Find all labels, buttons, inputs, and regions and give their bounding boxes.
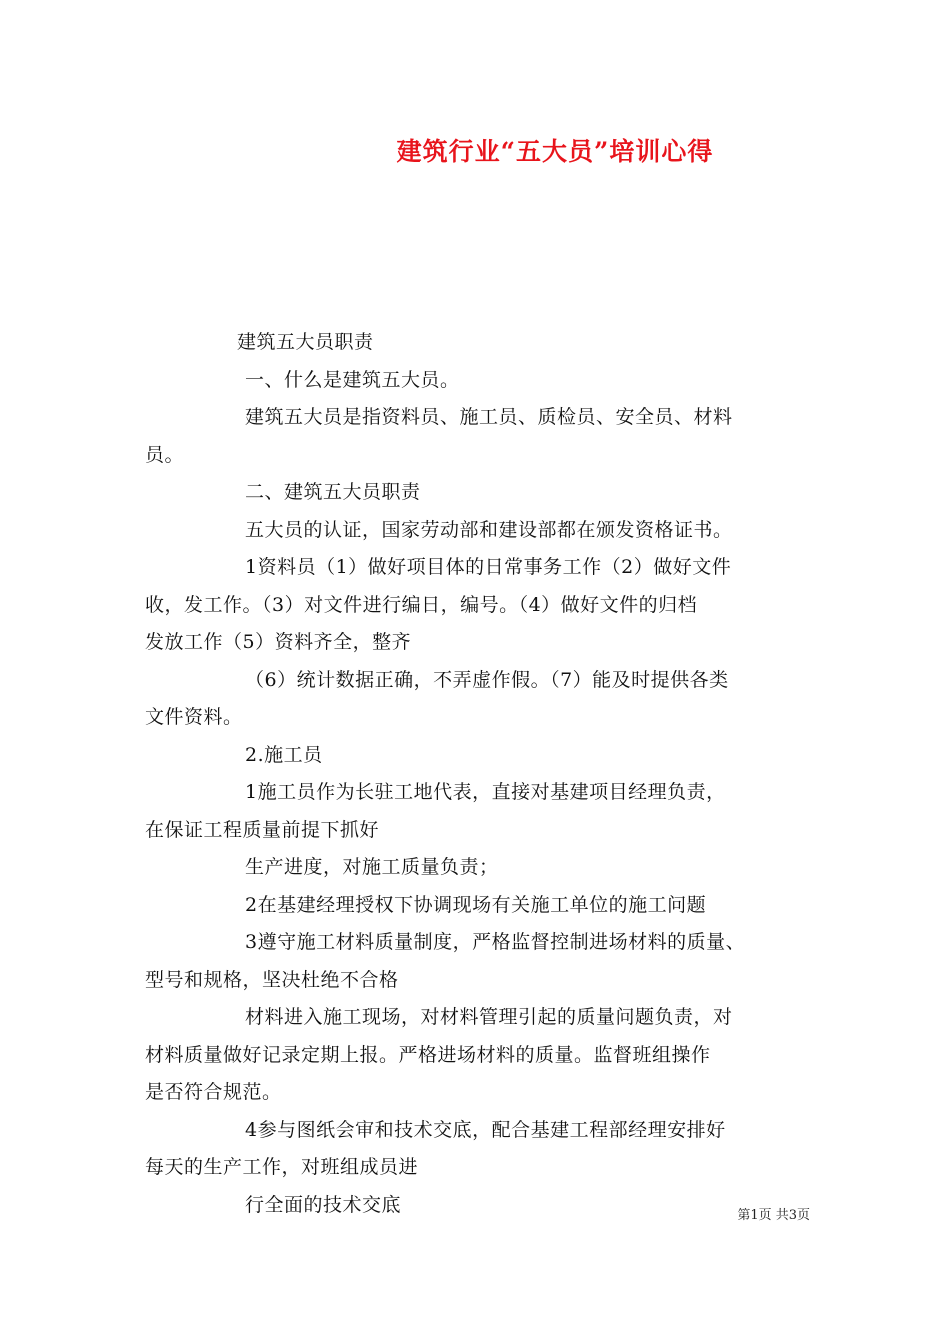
paragraph-line: 每天的生产工作，对班组成员进: [145, 1156, 419, 1178]
paragraph-line: 收，发工作。（3）对文件进行编日，编号。（4）做好文件的归档: [145, 593, 698, 616]
paragraph-line: 建筑五大员是指资料员、施工员、质检员、安全员、材料: [245, 406, 733, 428]
paragraph-line: 3遵守施工材料质量制度，严格监督控制进场材料的质量、: [245, 931, 746, 953]
paragraph-line: 4参与图纸会审和技术交底，配合基建工程部经理安排好: [245, 1118, 726, 1141]
paragraph-line: 2.施工员: [245, 743, 323, 766]
paragraph-line: 是否符合规范。: [145, 1081, 282, 1103]
document-title: 建筑行业“五大员”培训心得: [396, 137, 714, 166]
paragraph-line: 2在基建经理授权下协调现场有关施工单位的施工问题: [245, 893, 707, 916]
paragraph-line: 行全面的技术交底: [245, 1193, 402, 1216]
paragraph-line: 一、什么是建筑五大员。: [245, 368, 460, 391]
section-heading: 建筑五大员职责: [237, 331, 374, 353]
paragraph-line: 材料质量做好记录定期上报。严格进场材料的质量。监督班组操作: [145, 1043, 711, 1066]
paragraph-line: 在保证工程质量前提下抓好: [145, 818, 380, 841]
paragraph-line: 1施工员作为长驻工地代表，直接对基建项目经理负责，: [245, 781, 726, 803]
document-body: [145, 324, 810, 1224]
paragraph-line: 五大员的认证，国家劳动部和建设部都在颁发资格证书。: [245, 518, 733, 541]
paragraph-line: 员。: [145, 443, 185, 466]
paragraph-line: 发放工作（5）资料齐全，整齐: [145, 631, 412, 653]
paragraph-line: 材料进入施工现场，对材料管理引起的质量问题负责，对: [245, 1006, 733, 1028]
paragraph-line: 生产进度，对施工质量负责；: [245, 856, 499, 878]
page-number: 第1页 共3页: [737, 1208, 810, 1223]
paragraph-line: （6）统计数据正确，不弄虚作假。（7）能及时提供各类: [245, 668, 729, 691]
paragraph-line: 1资料员（1）做好项目体的日常事务工作（2）做好文件: [245, 556, 732, 578]
paragraph-line: 型号和规格，坚决杜绝不合格: [145, 968, 399, 991]
paragraph-line: 二、建筑五大员职责: [245, 481, 421, 503]
paragraph-line: 文件资料。: [145, 706, 243, 728]
